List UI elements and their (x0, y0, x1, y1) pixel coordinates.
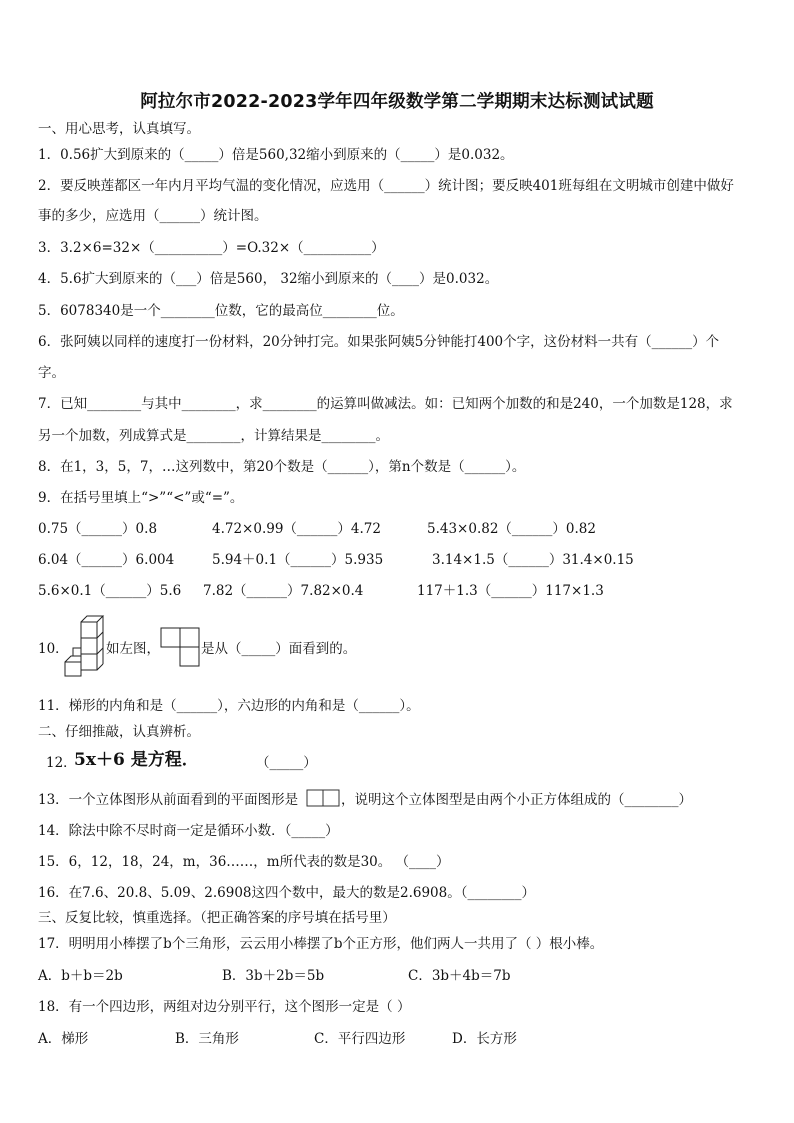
question-9: 9．在括号里填上“>”“<”或“=”。 (38, 490, 244, 506)
q17-option-b: B．3b＋2b＝5b (222, 968, 325, 984)
question-17: 17．明明用小棒摆了b个三角形，云云用小棒摆了b个正方形，他们两人一共用了（ ）根小棒。 (38, 936, 604, 952)
compare-item: 3.14×1.5（______）31.4×0.15 (432, 552, 634, 568)
q17-option-a: A．b＋b＝2b (38, 968, 123, 984)
section-heading-2: 二、仔细推敲，认真辨析。 (38, 724, 200, 740)
question-6-line-2: 字。 (38, 365, 65, 381)
q18-option-d: D．长方形 (452, 1031, 517, 1047)
question-18: 18．有一个四边形，两组对边分别平行，这个图形一定是（ ） (38, 999, 411, 1015)
two-squares-icon (306, 789, 340, 807)
question-10-text-a: 如左图， (106, 641, 160, 657)
q17-option-c: C．3b＋4b＝7b (408, 968, 511, 984)
question-10-text-b: 是从（_____）面看到的。 (201, 641, 357, 657)
question-2-line-1: 2．要反映莲都区一年内月平均气温的变化情况，应选用（______）统计图；要反映401班每组在文明城市创建中做好 (38, 178, 734, 194)
question-10-number: 10． (38, 641, 69, 657)
question-4: 4．5.6扩大到原来的（___）倍是560， 32缩小到原来的（____）是0.032。 (38, 271, 499, 287)
square-grid-icon (160, 627, 200, 667)
question-13-text-b: ，说明这个立体图型是由两个小正方体组成的（________） (341, 792, 692, 808)
cube-stack-icon (64, 612, 106, 678)
q18-option-c: C．平行四边形 (314, 1031, 406, 1047)
question-12-number: 12． (46, 755, 77, 771)
question-16: 16．在7.6、20.8、5.09、2.6908这四个数中，最大的数是2.6908。（________） (38, 885, 535, 901)
question-15: 15．6，12，18，24，m，36……，m所代表的数是30。 （____） (38, 854, 450, 870)
question-12-blank: （_____） (256, 755, 317, 771)
compare-item: 117＋1.3（______）117×1.3 (417, 583, 604, 599)
question-7-line-1: 7．已知________与其中________，求________的运算叫做减法。如：已知两个加数的和是240，一个加数是128，求 (38, 396, 733, 412)
question-3: 3．3.2×6=32×（__________）=O.32×（__________） (38, 240, 385, 256)
question-8: 8．在1，3，5，7，…这列数中，第20个数是（______），第n个数是（______）。 (38, 459, 526, 475)
question-14: 14．除法中除不尽时商一定是循环小数．（_____） (38, 823, 339, 839)
question-2-line-2: 事的多少，应选用（______）统计图。 (38, 208, 268, 224)
q18-option-b: B．三角形 (175, 1031, 239, 1047)
section-heading-3: 三、反复比较，慎重选择。（把正确答案的序号填在括号里） (38, 910, 396, 926)
compare-item: 5.94＋0.1（______）5.935 (212, 552, 384, 568)
compare-item: 5.6×0.1（______）5.6 (38, 583, 182, 599)
page-title: 阿拉尔市2022-2023学年四年级数学第二学期期末达标测试试题 (140, 92, 654, 112)
question-7-line-2: 另一个加数，列成算式是________，计算结果是________。 (38, 428, 389, 444)
compare-item: 6.04（______）6.004 (38, 552, 175, 568)
compare-item: 4.72×0.99（______）4.72 (212, 521, 381, 537)
compare-item: 5.43×0.82（______）0.82 (427, 521, 596, 537)
question-12-text: 5x＋6 是方程． (74, 750, 199, 770)
question-1: 1．0.56扩大到原来的（_____）倍是560,32缩小到原来的（_____）是0.032。 (38, 147, 514, 163)
q18-option-a: A．梯形 (38, 1031, 89, 1047)
compare-item: 7.82（______）7.82×0.4 (203, 583, 364, 599)
question-11: 11．梯形的内角和是（______），六边形的内角和是（______）。 (38, 698, 420, 714)
question-13-text-a: 13．一个立体图形从前面看到的平面图形是 (38, 792, 299, 808)
question-6-line-1: 6．张阿姨以同样的速度打一份材料，20分钟打完。如果张阿姨5分钟能打400个字，这份材料一共有（______）个 (38, 334, 720, 350)
compare-item: 0.75（______）0.8 (38, 521, 158, 537)
section-heading-1: 一、用心思考，认真填写。 (38, 121, 200, 137)
question-5: 5．6078340是一个________位数，它的最高位________位。 (38, 303, 404, 319)
